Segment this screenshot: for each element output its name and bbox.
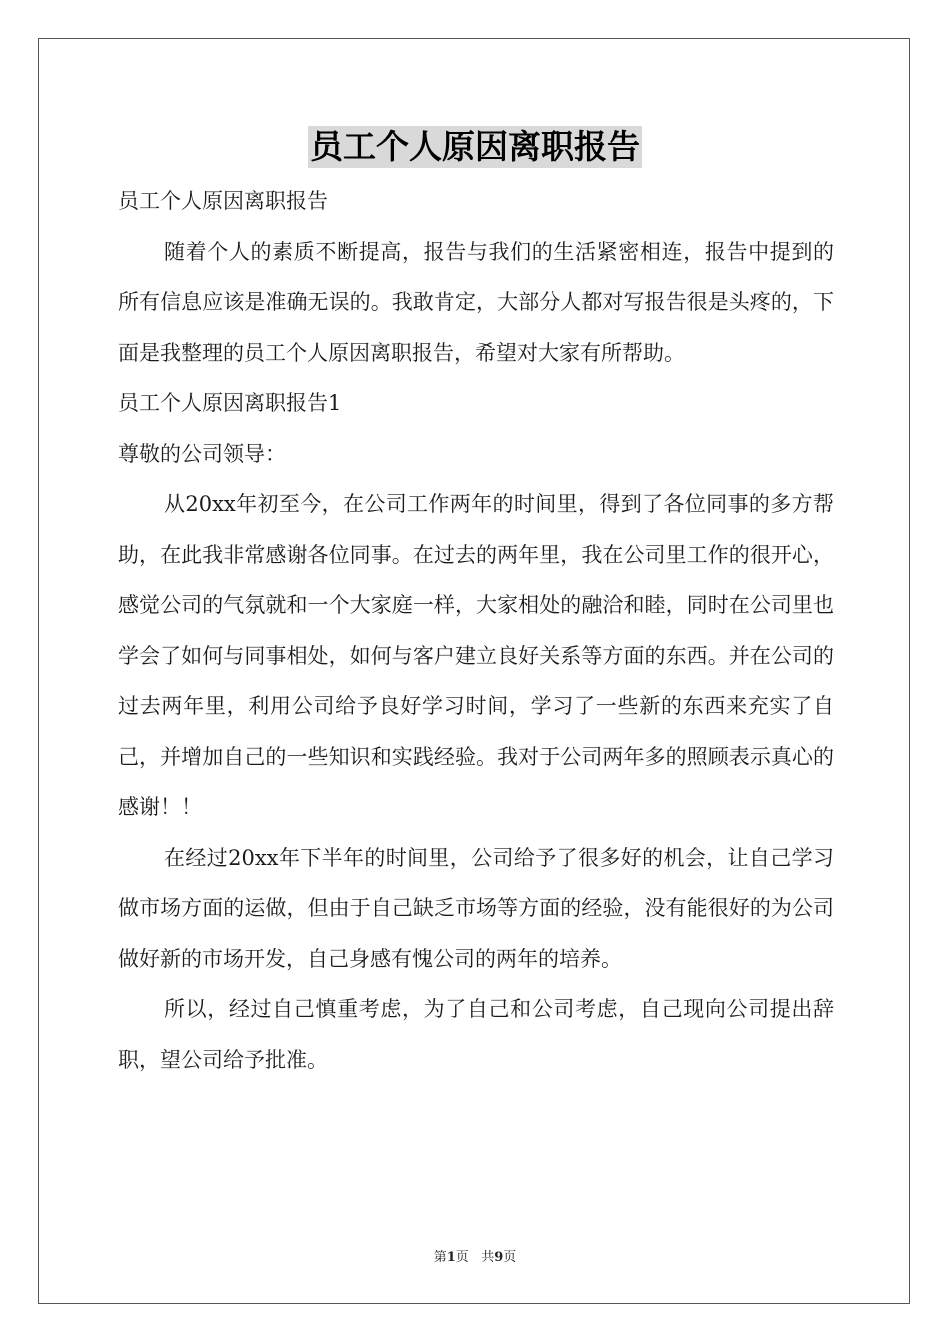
salutation: 尊敬的公司领导： — [118, 441, 286, 466]
title-container — [0, 126, 950, 168]
section-heading: 员工个人原因离职报告1 — [118, 391, 342, 415]
subtitle-line: 员工个人原因离职报告 — [118, 189, 328, 213]
total-pages: 9 — [494, 1250, 504, 1265]
page-prefix: 第 — [433, 1250, 447, 1265]
document-body — [118, 176, 834, 1085]
intro-paragraph: 随着个人的素质不断提高，报告与我们的生活紧密相连，报告中提到的所有信息应该是准确无误的。我敢肯定，大部分人都对写报告很是头疼的，下面是我整理的员工个人原因离职报告，希望对大家有所帮助。 — [118, 239, 834, 365]
page-footer — [0, 1246, 950, 1265]
body-paragraph-1: 从20xx年初至今，在公司工作两年的时间里，得到了各位同事的多方帮助，在此我非常感谢各位同事。在过去的两年里，我在公司里工作的很开心，感觉公司的气氛就和一个大家庭一样，大家相处的融洽和睦，同时在公司里也学会了如何与同事相处，如何与客户建立良好关系等方面的东西。并在公司的过去两年里，利用公司给予良好学习时间，学习了一些新的东西来充实了自己，并增加自己的一些知识和实践经验。我对于公司两年多的照顾表示真心的感谢！！ — [118, 492, 834, 819]
document-title: 员工个人原因离职报告 — [310, 127, 640, 166]
total-suffix: 页 — [503, 1250, 517, 1265]
page-suffix: 页 — [455, 1250, 469, 1265]
body-paragraph-2: 在经过20xx年下半年的时间里，公司给予了很多好的机会，让自己学习做市场方面的运做，但由于自己缺乏市场等方面的经验，没有能很好的为公司做好新的市场开发，自己身感有愧公司的两年的培养。 — [118, 845, 834, 971]
page-number: 1 — [446, 1250, 456, 1265]
total-prefix: 共 — [481, 1250, 495, 1265]
body-paragraph-3: 所以，经过自己慎重考虑，为了自己和公司考虑，自己现向公司提出辞职，望公司给予批准。 — [118, 997, 834, 1072]
